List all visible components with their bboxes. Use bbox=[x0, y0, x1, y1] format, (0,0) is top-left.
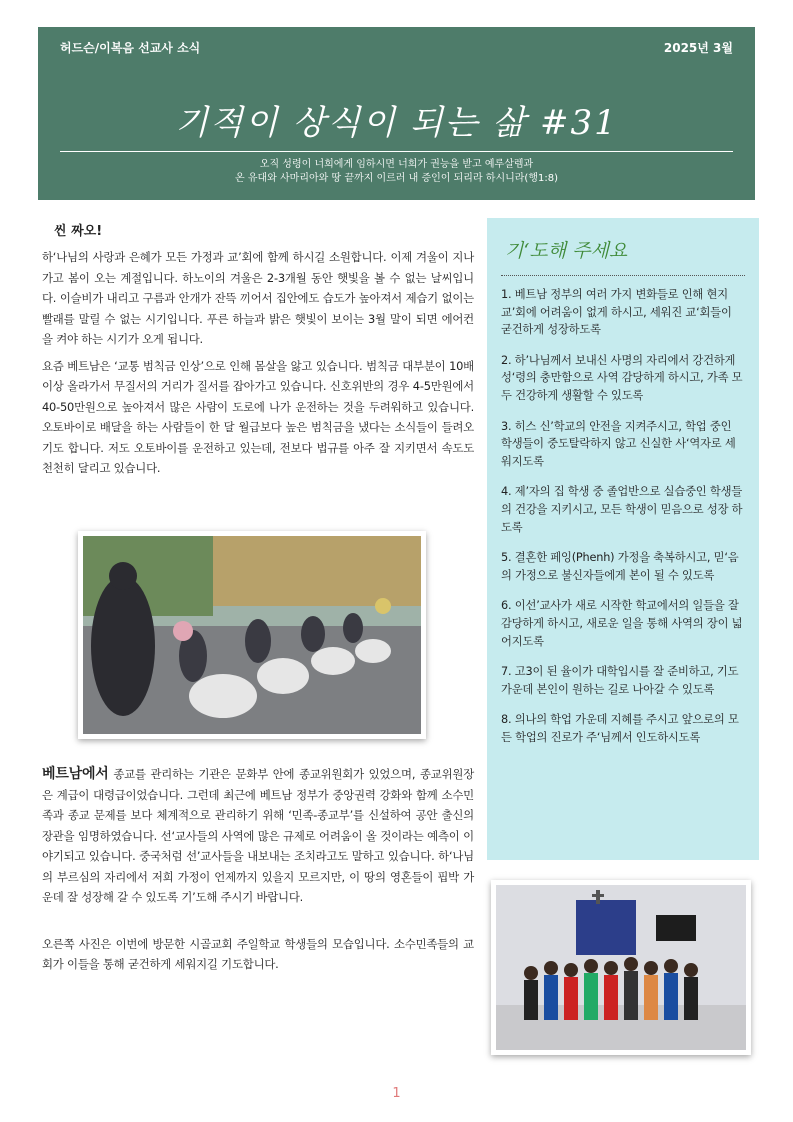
page-number: 1 bbox=[392, 1086, 401, 1101]
prayer-item: 4. 제’자의 집 학생 중 졸업반으로 실습중인 학생들의 건강을 지키시고, 모든 학생이 믿음으로 성장 하도록 bbox=[501, 485, 743, 534]
paragraph-lead: 베트남에서 bbox=[42, 766, 109, 782]
traffic-photo-illustration bbox=[83, 536, 421, 734]
prayer-requests-box bbox=[487, 218, 759, 860]
prayer-list bbox=[501, 286, 745, 746]
main-column-lower bbox=[42, 764, 474, 981]
paragraph-religion-body: 종교를 관리하는 기관은 문화부 안에 종교위원회가 있었으며, 종교위원장은 계급이 대령급이었습니다. 그런데 최근에 베트남 정부가 중앙권력 강화와 함께 소수민족과 종교 문제를 보다 체계적으로 관리하기 위해 ‘민족-종교부’를 신설하여 공안 출신의 장관을 임명하였습니다. 선‘교사들의 사역에 많은 규제로 어려움이 올 것이라는 예측이 이야기되고 있습니다. 중국처럼 선’교사들을 내보내는 조치라고도 말하고 있습니다. 하‘나님의 부르심의 자리에서 저희 가정이 언제까지 있을지 모르지만, 이 땅의 영혼들이 핍박 가운데 잘 성장해 갈 수 있도록 기’도해 주시기 바랍니다. bbox=[42, 767, 474, 904]
paragraph-traffic-fines: 요즘 베트남은 ‘교통 범칙금 인상’으로 인해 몸살을 앓고 있습니다. 범칙금 대부분이 10배 이상 올라가서 무질서의 거리가 질서를 잡아가고 있습니다. 신호위반의 경우 4-5만원에서 40-50만원으로 높아져서 많은 사람이 도로에 나가 운전하는 것을 두려워하고 있습니다. 오토바이로 배달을 하는 사람들이 한 달 월급보다 높은 범칙금을 냈다는 소식들이 들려오기도 합니다. 저도 오토바이를 운전하고 있는데, 전보다 법규를 아주 잘 지키면서 속도도 천천히 달리고 있습니다. bbox=[42, 358, 474, 475]
paragraph-winter: 하‘나님의 사랑과 은혜가 모든 가정과 교’회에 함께 하시길 소원합니다. 이제 겨울이 지나가고 봄이 오는 계절입니다. 하노이의 겨울은 2-3개월 동안 햇빛을 볼 수 없는 날씨입니다. 이슬비가 내리고 구름과 안개가 잔뜩 끼어서 집안에도 습도가 높아져서 제습기 없이는 빨래를 말릴 수 없는 시기입니다. 푸른 하늘과 밝은 햇빛이 보이는 3월 말이 되면 에어컨을 켜야 하는 시기가 오게 됩니다. bbox=[42, 250, 474, 346]
prayer-item: 6. 이선’교사가 새로 시작한 학교에서의 일들을 잘 감당하게 하시고, 새로운 일을 통해 사역의 장이 넓어지도록 bbox=[501, 599, 743, 648]
org-name: 허드슨/이복음 선교사 소식 bbox=[60, 41, 201, 55]
traffic-photo bbox=[78, 531, 426, 739]
main-column bbox=[42, 216, 474, 485]
newsletter-title: 기적이 상식이 되는 삶 #31 bbox=[175, 103, 618, 143]
prayer-item: 8. 의나의 학업 가운데 지혜를 주시고 앞으로의 모든 학업의 진로가 주‘님께서 인도하시도록 bbox=[501, 713, 739, 744]
church-photo-illustration bbox=[496, 885, 746, 1050]
church-students-photo bbox=[491, 880, 751, 1055]
prayer-item: 2. 하’나님께서 보내신 사명의 자리에서 강건하게 성‘령의 충만함으로 사역 감당하게 하시고, 가족 모두 건강하게 생활할 수 있도록 bbox=[501, 353, 743, 402]
issue-date: 2025년 3월 bbox=[663, 41, 733, 55]
header-divider bbox=[60, 151, 733, 152]
verse-line-2: 온 유대와 사마리아와 땅 끝까지 이르러 내 증인이 되리라 하시니라(행1:8) bbox=[235, 173, 558, 184]
verse-line-1: 오직 성령이 너희에게 임하시면 너희가 권능을 받고 예루살렘과 bbox=[259, 159, 534, 170]
header-banner bbox=[38, 27, 755, 200]
prayer-item: 3. 히스 신’학교의 안전을 지켜주시고, 학업 중인 학생들이 중도탈락하지 않고 신실한 사‘역자로 세워지도록 bbox=[501, 419, 736, 468]
paragraph-photo-caption: 오른쪽 사진은 이번에 방문한 시골교회 주일학교 학생들의 모습입니다. 소수민족들의 교회가 이들을 통해 굳건하게 세워지길 기도합니다. bbox=[42, 936, 474, 971]
prayer-item: 1. 베트남 정부의 여러 가지 변화들로 인해 현지 교’회에 어려움이 없게 하시고, 세워진 교‘회들이 굳건하게 성장하도록 bbox=[501, 288, 732, 337]
bible-verse bbox=[38, 158, 755, 186]
prayer-divider bbox=[501, 275, 745, 276]
prayer-item: 5. 결혼한 페잉(Phenh) 가정을 축복하시고, 믿‘음의 가정으로 불신자들에게 본이 될 수 있도록 bbox=[501, 551, 739, 582]
prayer-item: 7. 고3이 된 율이가 대학입시를 잘 준비하고, 기도 가운데 본인이 원하는 길로 나아갈 수 있도록 bbox=[501, 665, 739, 696]
greeting: 씬 짜오! bbox=[54, 224, 103, 239]
prayer-title: 기‘도해 주세요 bbox=[505, 240, 628, 262]
paragraph-religion-ministry bbox=[42, 764, 474, 908]
